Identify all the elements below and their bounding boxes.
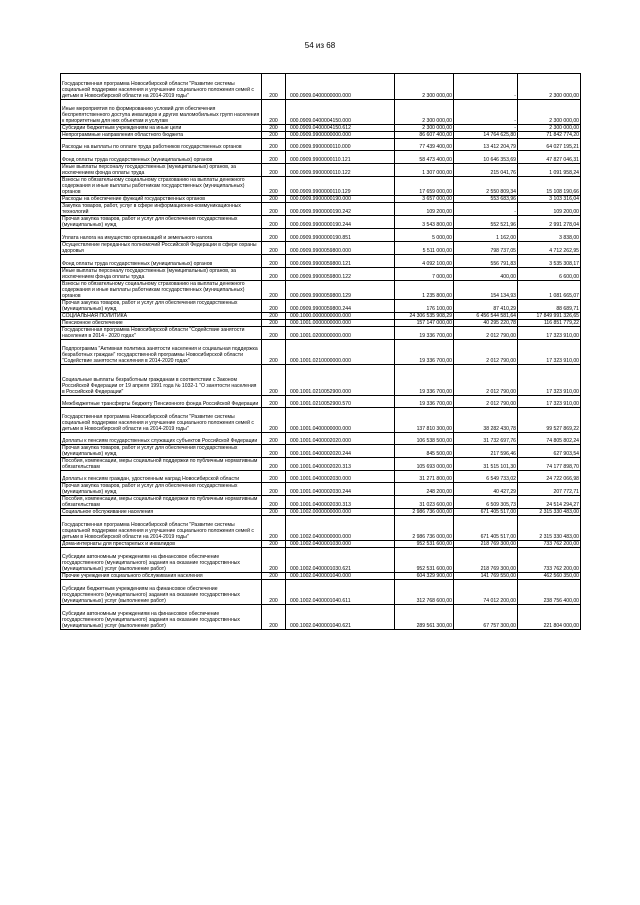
row-approved-cell: 58 473 400,00 [395,151,454,164]
row-line-code-cell: 200 [262,509,286,516]
row-remaining-cell: 24 722 066,98 [518,471,581,483]
row-name-cell: Межбюджетные трансферты бюджету Пенсионного фонда Российской Федерации [61,396,262,408]
row-remaining-cell: 17 849 991 326,65 [518,313,581,320]
row-executed-cell: 2 012 790,00 [454,365,518,396]
row-classification-code-cell: 000.0909.9900059800.121 [286,255,395,268]
table-row [61,300,581,313]
row-classification-code-cell: 000.1001.0400002020.244 [286,445,395,458]
row-classification-code-cell: 000.1000.0000000000.000 [286,313,395,320]
row-line-code-cell: 200 [262,313,286,320]
table-row [61,483,581,496]
row-line-code-cell: 200 [262,340,286,365]
row-executed-cell: - [454,203,518,216]
table-row [61,408,581,433]
row-classification-code-cell: 000.0909.0400000000.000 [286,74,395,100]
table-row [61,396,581,408]
row-approved-cell: 137 810 300,00 [395,408,454,433]
row-line-code-cell: 200 [262,125,286,132]
row-line-code-cell: 200 [262,268,286,281]
row-name-cell: Государственная программа Новосибирской области "Содействие занятости населения в 2014 - 2020 годах" [61,327,262,340]
table-row [61,458,581,471]
row-remaining-cell: 17 323 910,00 [518,327,581,340]
row-executed-cell: 553 683,96 [454,196,518,203]
row-name-cell: Прочие учреждения социального обслуживания населения [61,573,262,580]
table-row [61,516,581,541]
table-row [61,229,581,242]
row-executed-cell: 31 515 101,30 [454,458,518,471]
table-row [61,313,581,320]
row-approved-cell: 2 300 000,00 [395,74,454,100]
table-row [61,268,581,281]
row-remaining-cell: 2 300 000,00 [518,74,581,100]
table-row [61,203,581,216]
table-row [61,255,581,268]
row-line-code-cell: 200 [262,242,286,255]
row-executed-cell: 1 162,00 [454,229,518,242]
row-remaining-cell: 238 756 400,00 [518,580,581,605]
table-row [61,281,581,300]
row-name-cell: Прочая закупка товаров, работ и услуг для обеспечения государственных (муниципальных) нужд [61,483,262,496]
row-remaining-cell: 109 200,00 [518,203,581,216]
row-approved-cell: 845 500,00 [395,445,454,458]
row-approved-cell: 19 336 700,00 [395,396,454,408]
row-name-cell: Доплаты к пенсиям граждан, удостоенным наград Новосибирской области [61,471,262,483]
row-classification-code-cell: 000.0909.9900059800.000 [286,242,395,255]
row-remaining-cell: 4 712 262,95 [518,242,581,255]
page-number: 54 из 68 [304,41,336,50]
row-line-code-cell: 200 [262,483,286,496]
row-remaining-cell: 17 323 910,00 [518,396,581,408]
row-approved-cell: 3 657 000,00 [395,196,454,203]
row-name-cell: Прочая закупка товаров, работ и услуг для обеспечения государственных (муниципальных) нужд [61,445,262,458]
row-executed-cell: 67 757 300,00 [454,605,518,630]
row-line-code-cell: 200 [262,458,286,471]
row-remaining-cell: 3 103 316,04 [518,196,581,203]
row-approved-cell: 24 306 535 908,29 [395,313,454,320]
row-executed-cell: 552 521,96 [454,216,518,229]
row-approved-cell: 19 336 700,00 [395,365,454,396]
table-row [61,445,581,458]
table-row [61,177,581,196]
row-executed-cell: - [454,74,518,100]
table-row [61,151,581,164]
row-remaining-cell: 15 108 190,66 [518,177,581,196]
row-approved-cell: 86 607 400,00 [395,132,454,139]
table-row [61,541,581,548]
row-classification-code-cell: 000.1001.0400002030.000 [286,471,395,483]
row-line-code-cell: 200 [262,605,286,630]
row-line-code-cell: 200 [262,396,286,408]
row-executed-cell: 6 456 544 581,64 [454,313,518,320]
row-line-code-cell: 200 [262,580,286,605]
row-executed-cell: 400,00 [454,268,518,281]
row-classification-code-cell: 000.0909.9900059800.244 [286,300,395,313]
table-row [61,573,581,580]
row-classification-code-cell: 000.1002.0000000000.000 [286,509,395,516]
row-executed-cell: - [454,100,518,125]
row-approved-cell: 3 543 800,00 [395,216,454,229]
table-row [61,196,581,203]
row-approved-cell: 952 531 600,00 [395,541,454,548]
row-line-code-cell: 200 [262,203,286,216]
row-line-code-cell: 200 [262,164,286,177]
row-executed-cell: - [454,125,518,132]
row-line-code-cell: 200 [262,548,286,573]
row-executed-cell: 218 769 300,00 [454,548,518,573]
table-row [61,139,581,151]
table-row [61,216,581,229]
row-remaining-cell: 24 514 294,27 [518,496,581,509]
row-classification-code-cell: 000.0909.9900000190.851 [286,229,395,242]
row-classification-code-cell: 000.0909.0400004150.000 [286,100,395,125]
row-remaining-cell: 6 600,00 [518,268,581,281]
row-classification-code-cell: 000.1001.0000000000.000 [286,320,395,327]
row-line-code-cell: 200 [262,74,286,100]
table-row [61,471,581,483]
row-remaining-cell: 627 903,54 [518,445,581,458]
row-remaining-cell: 116 851 779,22 [518,320,581,327]
row-executed-cell: 2 550 809,34 [454,177,518,196]
row-name-cell: Доплаты к пенсиям государственных служащих субъектов Российской Федерации [61,433,262,445]
row-line-code-cell: 200 [262,327,286,340]
row-classification-code-cell: 000.0909.9900059800.129 [286,281,395,300]
row-approved-cell: 31 271 800,00 [395,471,454,483]
row-approved-cell: 105 693 000,00 [395,458,454,471]
table-row [61,100,581,125]
row-approved-cell: 176 100,00 [395,300,454,313]
row-line-code-cell: 200 [262,132,286,139]
row-classification-code-cell: 000.1002.0400001040.000 [286,573,395,580]
row-name-cell: Расходы на выплаты по оплате труда работников государственных органов [61,139,262,151]
row-line-code-cell: 200 [262,516,286,541]
row-classification-code-cell: 000.0909.9900000000.000 [286,132,395,139]
row-remaining-cell: 2 300 000,00 [518,100,581,125]
row-name-cell: Субсидии бюджетным учреждениям на финансовое обеспечение государственного (муниципального) задания на оказание государственных (муниципальных) услуг (выполнение работ) [61,580,262,605]
row-executed-cell: 13 412 204,79 [454,139,518,151]
row-remaining-cell: 71 842 774,20 [518,132,581,139]
row-name-cell: Социальное обслуживание населения [61,509,262,516]
row-remaining-cell: 3 838,00 [518,229,581,242]
row-classification-code-cell: 000.0909.9900000190.000 [286,196,395,203]
row-approved-cell: 106 538 500,00 [395,433,454,445]
row-name-cell: Иные выплаты персоналу государственных (муниципальных) органов, за исключением фонда оплаты труда [61,268,262,281]
row-remaining-cell: 88 689,71 [518,300,581,313]
row-approved-cell: 248 200,00 [395,483,454,496]
row-name-cell: Социальные выплаты безработным гражданам в соответствии с Законом Российской Федерации от 19 апреля 1991 года № 1032-1 "О занятости населения в Российской Федерации" [61,365,262,396]
row-line-code-cell: 200 [262,573,286,580]
row-line-code-cell: 200 [262,300,286,313]
table-row [61,365,581,396]
row-name-cell: Прочая закупка товаров, работ и услуг для обеспечения государственных (муниципальных) нужд [61,300,262,313]
row-name-cell: Пособия, компенсации, меры социальной поддержки по публичным нормативным обязательствам [61,458,262,471]
row-classification-code-cell: 000.1001.0400002020.000 [286,433,395,445]
row-approved-cell: 2 300 000,00 [395,125,454,132]
row-name-cell: Субсидии бюджетным учреждениям на иные цели [61,125,262,132]
row-line-code-cell: 200 [262,433,286,445]
row-executed-cell: 6 509 305,73 [454,496,518,509]
row-classification-code-cell: 000.0909.9900000110.122 [286,164,395,177]
row-classification-code-cell: 000.1001.0400002030.313 [286,496,395,509]
row-approved-cell: 109 200,00 [395,203,454,216]
row-remaining-cell: 2 991 278,04 [518,216,581,229]
table-row [61,580,581,605]
row-remaining-cell: 74 177 898,70 [518,458,581,471]
row-line-code-cell: 200 [262,408,286,433]
row-name-cell: Осуществление переданных полномочий Российской Федерации в сфере охраны здоровья [61,242,262,255]
row-executed-cell: 87 410,29 [454,300,518,313]
row-classification-code-cell: 000.1001.0210052900.570 [286,396,395,408]
row-classification-code-cell: 000.1002.0400001040.621 [286,605,395,630]
table-row [61,327,581,340]
row-classification-code-cell: 000.1002.0400001030.000 [286,541,395,548]
row-approved-cell: 19 336 700,00 [395,340,454,365]
row-line-code-cell: 200 [262,281,286,300]
row-classification-code-cell: 000.1001.0400002030.244 [286,483,395,496]
row-line-code-cell: 200 [262,196,286,203]
row-name-cell: Закупка товаров, работ, услуг в сфере информационно-коммуникационных технологий [61,203,262,216]
row-remaining-cell: 47 827 046,31 [518,151,581,164]
row-classification-code-cell: 000.1001.0400002020.313 [286,458,395,471]
row-line-code-cell: 200 [262,365,286,396]
row-name-cell: Расходы на обеспечение функций государственных органов [61,196,262,203]
row-executed-cell: 671 405 517,00 [454,516,518,541]
row-name-cell: Пособия, компенсации, меры социальной поддержки по публичным нормативным обязательствам [61,496,262,509]
row-executed-cell: 10 646 353,69 [454,151,518,164]
row-name-cell: СОЦИАЛЬНАЯ ПОЛИТИКА [61,313,262,320]
row-remaining-cell: 221 804 000,00 [518,605,581,630]
row-executed-cell: 215 041,76 [454,164,518,177]
row-executed-cell: 218 769 300,00 [454,541,518,548]
row-name-cell: Взносы по обязательному социальному страхованию на выплаты денежного содержания и иные выплаты работникам государственных (муниципальных) органов [61,177,262,196]
row-executed-cell: 40 427,29 [454,483,518,496]
row-executed-cell: 40 295 220,78 [454,320,518,327]
row-line-code-cell: 200 [262,100,286,125]
row-line-code-cell: 200 [262,216,286,229]
row-classification-code-cell: 000.0909.9900000110.129 [286,177,395,196]
row-classification-code-cell: 000.1001.0400000000.000 [286,408,395,433]
row-line-code-cell: 200 [262,177,286,196]
row-remaining-cell: 74 805 802,24 [518,433,581,445]
row-executed-cell: 74 012 200,00 [454,580,518,605]
row-name-cell: Иные мероприятия по формированию условий для обеспечения беспрепятственного доступа инвалидов и других маломобильных групп населения к приоритетным для них объектам и услугам [61,100,262,125]
row-name-cell: Дома-интернаты для престарелых и инвалидов [61,541,262,548]
row-approved-cell: 312 768 600,00 [395,580,454,605]
table-row [61,433,581,445]
row-approved-cell: 5 511 000,00 [395,242,454,255]
row-line-code-cell: 200 [262,445,286,458]
row-approved-cell: 4 092 100,00 [395,255,454,268]
table-row [61,340,581,365]
row-classification-code-cell: 000.0909.9900000110.121 [286,151,395,164]
row-name-cell: Уплата налога на имущество организаций и земельного налога [61,229,262,242]
row-approved-cell: 5 000,00 [395,229,454,242]
row-name-cell: Пенсионное обеспечение [61,320,262,327]
row-executed-cell: 2 012 790,00 [454,396,518,408]
row-approved-cell: 2 300 000,00 [395,100,454,125]
row-name-cell: Непрограммные направления областного бюджета [61,132,262,139]
row-executed-cell: 556 791,83 [454,255,518,268]
row-classification-code-cell: 000.0909.9900059800.122 [286,268,395,281]
row-name-cell: Субсидии автономным учреждениям на финансовое обеспечение государственного (муниципального) задания на оказание государственных (муниципальных) услуг (выполнение работ) [61,548,262,573]
table-row [61,125,581,132]
row-approved-cell: 17 659 000,00 [395,177,454,196]
row-line-code-cell: 200 [262,255,286,268]
row-name-cell: Государственная программа Новосибирской области "Развитие системы социальной поддержки населения и улучшение социального положения семей с детьми в Новосибирской области на 2014-2019 годы" [61,408,262,433]
row-approved-cell: 2 986 736 000,00 [395,516,454,541]
table-row [61,164,581,177]
row-line-code-cell: 200 [262,139,286,151]
table-row [61,242,581,255]
row-remaining-cell: 2 315 330 483,00 [518,516,581,541]
row-remaining-cell: 733 762 200,00 [518,541,581,548]
row-name-cell: Прочая закупка товаров, работ и услуг для обеспечения государственных (муниципальных) нужд [61,216,262,229]
row-executed-cell: 141 769 550,00 [454,573,518,580]
row-name-cell: Фонд оплаты труда государственных (муниципальных) органов [61,255,262,268]
row-name-cell: Субсидии автономным учреждениям на финансовое обеспечение государственного (муниципального) задания на оказание государственных (муниципальных) услуг (выполнение работ) [61,605,262,630]
row-approved-cell: 604 329 900,00 [395,573,454,580]
row-approved-cell: 289 561 300,00 [395,605,454,630]
row-name-cell: Подпрограмма "Активная политика занятости населения и социальная поддержка безработных граждан" государственной программы Новосибирской области "Содействие занятости населения в 2014-2020 годах" [61,340,262,365]
row-executed-cell: 2 012 790,00 [454,340,518,365]
row-classification-code-cell: 000.1002.0400001040.611 [286,580,395,605]
table-row [61,605,581,630]
row-approved-cell: 952 531 600,00 [395,548,454,573]
row-executed-cell: 154 134,93 [454,281,518,300]
row-classification-code-cell: 000.1001.0210052900.000 [286,365,395,396]
row-remaining-cell: 17 323 910,00 [518,340,581,365]
row-approved-cell: 19 336 700,00 [395,327,454,340]
table-row [61,74,581,100]
row-classification-code-cell: 000.0909.0400004150.612 [286,125,395,132]
row-approved-cell: 7 000,00 [395,268,454,281]
row-remaining-cell: 207 772,71 [518,483,581,496]
row-classification-code-cell: 000.1002.0400001030.621 [286,548,395,573]
row-classification-code-cell: 000.1001.0200000000.000 [286,327,395,340]
row-line-code-cell: 200 [262,541,286,548]
row-remaining-cell: 1 081 665,07 [518,281,581,300]
row-executed-cell: 671 405 517,00 [454,509,518,516]
row-classification-code-cell: 000.0909.9900000110.000 [286,139,395,151]
row-classification-code-cell: 000.1002.0400000000.000 [286,516,395,541]
row-line-code-cell: 200 [262,320,286,327]
row-name-cell: Государственная программа Новосибирской области "Развитие системы социальной поддержки населения и улучшение социального положения семей с детьми в Новосибирской области на 2014-2019 годы" [61,516,262,541]
row-approved-cell: 77 439 400,00 [395,139,454,151]
row-line-code-cell: 200 [262,151,286,164]
row-executed-cell: 798 737,05 [454,242,518,255]
row-remaining-cell: 733 762 200,00 [518,548,581,573]
table-row [61,496,581,509]
budget-execution-table [60,73,581,630]
table-row [61,320,581,327]
row-executed-cell: 14 764 625,80 [454,132,518,139]
row-remaining-cell: 2 300 000,00 [518,125,581,132]
row-remaining-cell: 3 535 308,17 [518,255,581,268]
row-remaining-cell: 99 527 869,22 [518,408,581,433]
row-executed-cell: 217 596,46 [454,445,518,458]
row-line-code-cell: 200 [262,471,286,483]
row-approved-cell: 31 023 600,00 [395,496,454,509]
row-name-cell: Взносы по обязательному социальному страхованию на выплаты денежного содержания и иные выплаты работникам государственных (муниципальных) органов [61,281,262,300]
row-executed-cell: 31 732 697,76 [454,433,518,445]
row-executed-cell: 6 549 733,02 [454,471,518,483]
row-executed-cell: 38 282 430,78 [454,408,518,433]
row-name-cell: Фонд оплаты труда государственных (муниципальных) органов [61,151,262,164]
row-remaining-cell: 1 091 958,24 [518,164,581,177]
row-remaining-cell: 17 323 910,00 [518,365,581,396]
row-approved-cell: 1 307 000,00 [395,164,454,177]
table-body [61,74,581,630]
row-remaining-cell: 2 315 330 483,00 [518,509,581,516]
row-approved-cell: 2 986 736 000,00 [395,509,454,516]
row-name-cell: Государственная программа Новосибирской области "Развитие системы социальной поддержки населения и улучшение социального положения семей с детьми в Новосибирской области на 2014-2019 годы" [61,74,262,100]
row-remaining-cell: 64 027 195,21 [518,139,581,151]
row-line-code-cell: 200 [262,229,286,242]
row-classification-code-cell: 000.1001.0210000000.000 [286,340,395,365]
row-executed-cell: 2 012 790,00 [454,327,518,340]
table-row [61,548,581,573]
table-row [61,509,581,516]
row-name-cell: Иные выплаты персоналу государственных (муниципальных) органов, за исключением фонда оплаты труда [61,164,262,177]
row-remaining-cell: 462 560 350,00 [518,573,581,580]
row-classification-code-cell: 000.0909.9900000190.242 [286,203,395,216]
row-line-code-cell: 200 [262,496,286,509]
table-row [61,132,581,139]
row-approved-cell: 157 147 000,00 [395,320,454,327]
row-classification-code-cell: 000.0909.9900000190.244 [286,216,395,229]
row-approved-cell: 1 235 800,00 [395,281,454,300]
